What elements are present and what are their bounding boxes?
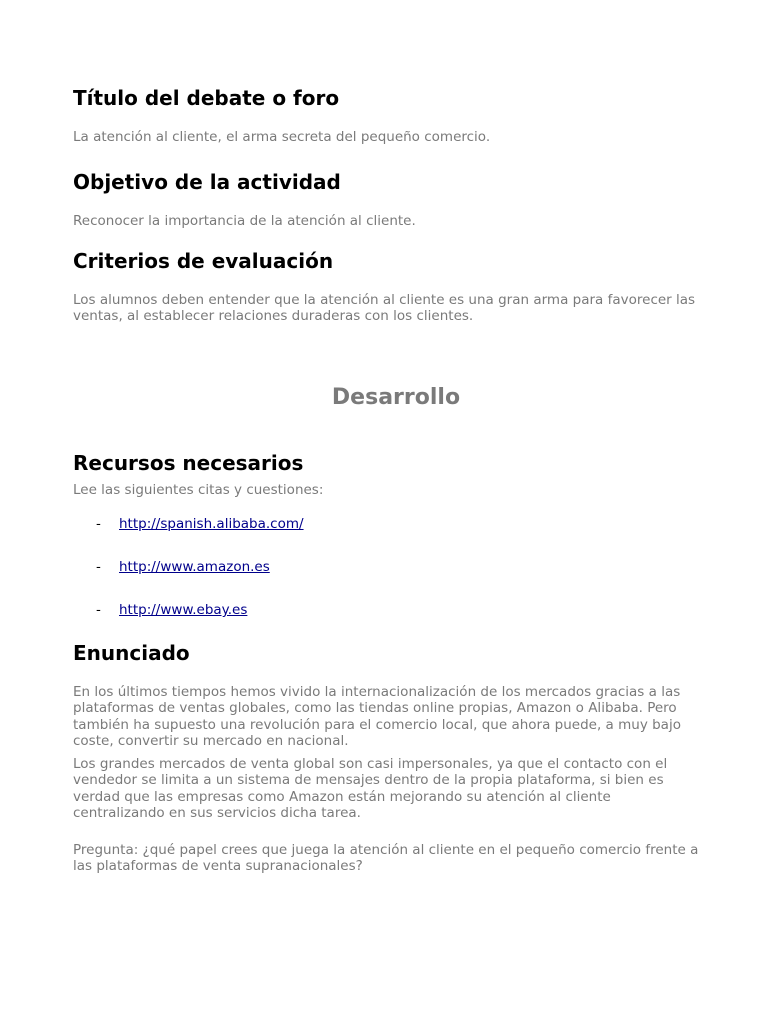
statement-paragraph-2: Los grandes mercados de venta global son casi impersonales, ya que el contacto con el vendedor se limita a un sistema de mensajes dentro de la propia plataforma, si bien es verdad que las empresas como Amazon están mejorando su atención al cliente centralizando en sus servicios dicha tarea. [73, 756, 668, 821]
statement-paragraph-1: En los últimos tiempos hemos vivido la internacionalización de los mercados gracias a las plataformas de ventas globales, como las tiendas online propias, Amazon o Alibaba. Pero también ha supuesto una revolución para el comercio local, que ahora puede, a muy bajo coste, convertir su mercado en nacional. [73, 684, 681, 749]
criteria-heading: Criterios de evaluación [73, 249, 334, 273]
debate-title-text: La atención al cliente, el arma secreta del pequeño comercio. [73, 129, 491, 145]
list-bullet: - [96, 602, 101, 618]
criteria-text: Los alumnos deben entender que la atención al cliente es una gran arma para favorecer las ventas, al establecer relaciones duraderas con los clientes. [73, 292, 696, 325]
resource-list-item [96, 516, 304, 532]
objective-text: Reconocer la importancia de la atención al cliente. [73, 213, 416, 229]
amazon-link[interactable]: http://www.amazon.es [119, 559, 270, 575]
statement-heading: Enunciado [73, 641, 190, 665]
development-heading: Desarrollo [331, 385, 461, 410]
resources-intro: Lee las siguientes citas y cuestiones: [73, 482, 324, 498]
statement-question: Pregunta: ¿qué papel crees que juega la atención al cliente en el pequeño comercio frente a las plataformas de venta supranacionales? [73, 842, 699, 875]
resources-heading: Recursos necesarios [73, 451, 304, 475]
resource-list-item [96, 602, 247, 618]
ebay-link[interactable]: http://www.ebay.es [119, 602, 248, 618]
debate-title-heading: Título del debate o foro [73, 86, 340, 110]
list-bullet: - [96, 516, 101, 532]
objective-heading: Objetivo de la actividad [73, 170, 341, 194]
list-bullet: - [96, 559, 101, 575]
resource-list-item [96, 559, 270, 575]
alibaba-link[interactable]: http://spanish.alibaba.com/ [119, 516, 304, 532]
